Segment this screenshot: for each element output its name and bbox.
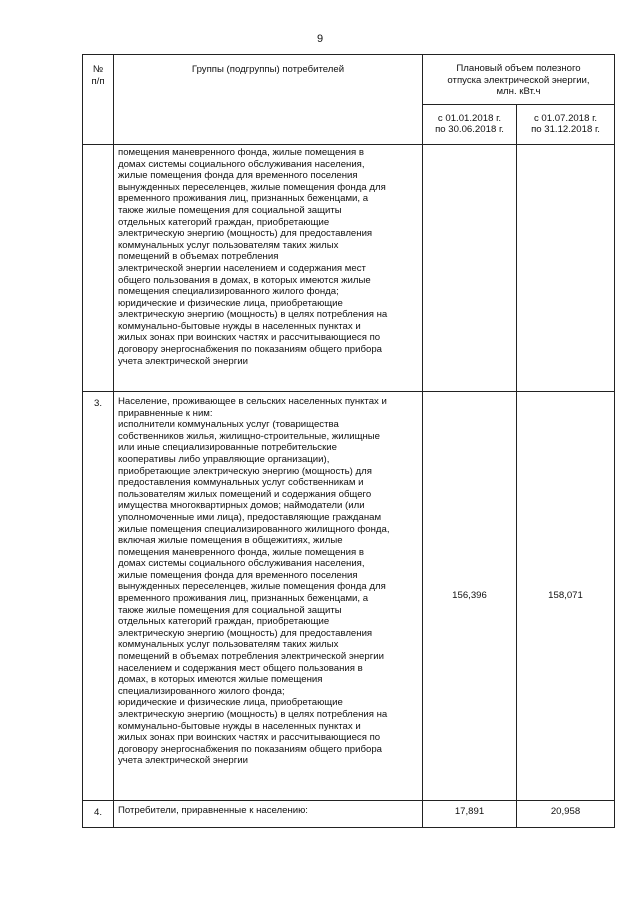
description-line: помещений в объемах потребления [118, 251, 279, 263]
description-line: домах системы социального обслуживания населения, [118, 558, 365, 570]
description-line: отдельных категорий граждан, приобретающие [118, 216, 330, 228]
description-line: имущества многоквартирных домов; наймодатели (или [118, 500, 365, 512]
description-line: Население, проживающее в сельских населенных пунктах и [118, 395, 387, 407]
page-number: 9 [316, 33, 324, 45]
header-period-1 [423, 104, 517, 144]
header-number-line: п/п [91, 75, 105, 87]
description-line: специализированного жилого фонда; [118, 685, 285, 697]
description-line: вынужденных переселенцев, жилые помещения фонда для [118, 581, 386, 593]
header-number-line: № [92, 64, 104, 75]
row-number: 3. [83, 391, 114, 800]
description-line: населением и содержания мест общего пользования в [118, 662, 363, 674]
description-line: также жилые помещения для социальной защиты [118, 204, 342, 216]
description-line: помещения маневренного фонда, жилые помещения в [118, 546, 364, 558]
description-line: коммунально-бытовые нужды в населенных пунктах и [118, 720, 361, 732]
row-value-period-2 [517, 144, 615, 391]
description-line: жилых зонах при воинских частях и рассчитывающиеся по [118, 732, 381, 744]
header-volume [423, 55, 615, 105]
description-line: общего пользования в домах, в которых имеются жилые [118, 274, 371, 286]
row-description [114, 800, 423, 827]
description-line: вынужденных переселенцев, жилые помещения фонда для [118, 181, 386, 193]
description-line: уполномоченные ими лица), предоставляющие гражданам [118, 511, 382, 523]
description-line: собственников жилья, жилищно-строительные, жилищные [118, 430, 380, 442]
row-value-period-1: 17,891 [423, 800, 517, 827]
description-line: исполнители коммунальных услуг (товарищества [118, 419, 339, 431]
description-line: учета электрической энергии [118, 755, 248, 767]
description-line: юридические и физические лица, приобретающие [118, 297, 343, 309]
period-1-line: по 30.06.2018 г. [435, 124, 504, 136]
header-volume-line: отпуска электрической энергии, [447, 74, 590, 86]
table-row [83, 800, 615, 827]
period-2-line: с 01.07.2018 г. [533, 112, 598, 124]
description-line: учета электрической энергии [118, 355, 248, 367]
description-line: кооперативы либо управляющие организации), [118, 453, 330, 465]
header-volume-line: млн. кВт.ч [496, 86, 541, 98]
description-line: договору энергоснабжения по показаниям общего прибора [118, 344, 382, 356]
period-2-line: по 31.12.2018 г. [531, 124, 600, 136]
description-line: электрическую энергию (мощность) для предоставления [118, 228, 373, 240]
description-line: также жилые помещения для социальной защиты [118, 604, 342, 616]
description-line: Потребители, приравненные к населению: [118, 804, 308, 816]
description-line: предоставления коммунальных услуг собственникам и [118, 477, 364, 489]
description-line: электрической энергии населением и содержания мест [118, 262, 366, 274]
header-number [83, 55, 114, 145]
description-line: пользователям жилых помещений и содержания общего [118, 488, 372, 500]
description-line: временного проживания лиц, признанных беженцами, а [118, 193, 369, 205]
row-value-period-2: 158,071 [517, 391, 615, 800]
description-line: жилые помещения фонда для временного поселения [118, 170, 358, 182]
header-groups: Группы (подгруппы) потребителей [114, 55, 423, 145]
table-row [83, 144, 615, 391]
row-value-period-2: 20,958 [517, 800, 615, 827]
row-description [114, 391, 423, 800]
description-line: юридические и физические лица, приобретающие [118, 697, 343, 709]
row-description [114, 144, 423, 391]
period-1-line: с 01.01.2018 г. [437, 112, 502, 124]
description-line: помещения специализированного жилого фонда; [118, 286, 339, 298]
description-line: жилые помещения специализированного жилищного фонда, [118, 523, 390, 535]
description-line: электрическую энергию (мощность) в целях потребления на [118, 709, 388, 720]
description-line: коммунально-бытовые нужды в населенных пунктах и [118, 320, 361, 332]
description-line: договору энергоснабжения по показаниям общего прибора [118, 743, 382, 755]
description-line: жилые помещения фонда для временного поселения [118, 569, 358, 581]
description-line: приравненные к ним: [118, 407, 213, 419]
description-line: включая жилые помещения в общежитиях, жилые [118, 535, 343, 547]
row-value-period-1: 156,396 [423, 391, 517, 800]
description-line: жилых зонах при воинских частях и рассчитывающиеся по [118, 332, 381, 344]
description-line: коммунальных услуг пользователям таких жилых [118, 239, 339, 251]
header-period-2 [517, 104, 615, 144]
table-row [83, 391, 615, 800]
row-number [83, 144, 114, 391]
description-line: приобретающие электрическую энергию (мощность) для [118, 465, 372, 477]
description-line: временного проживания лиц, признанных беженцами, а [118, 593, 369, 605]
description-line: или иные специализированные потребительские [118, 442, 337, 454]
description-line: помещений в объемах потребления электрической энергии [118, 651, 384, 663]
description-line: отдельных категорий граждан, приобретающие [118, 616, 330, 628]
row-number: 4. [83, 800, 114, 827]
header-volume-line: Плановый объем полезного [456, 63, 581, 74]
description-line: помещения маневренного фонда, жилые помещения в [118, 146, 364, 158]
description-line: домах системы социального обслуживания населения, [118, 158, 365, 170]
description-line: электрическую энергию (мощность) в целях потребления на [118, 309, 388, 321]
consumer-volume-table [82, 54, 615, 828]
table-header-row [83, 55, 615, 105]
description-line: коммунальных услуг пользователям таких жилых [118, 639, 339, 651]
description-line: электрическую энергию (мощность) для предоставления [118, 627, 373, 639]
row-value-period-1 [423, 144, 517, 391]
description-line: домах, в которых имеются жилые помещения [118, 674, 323, 686]
